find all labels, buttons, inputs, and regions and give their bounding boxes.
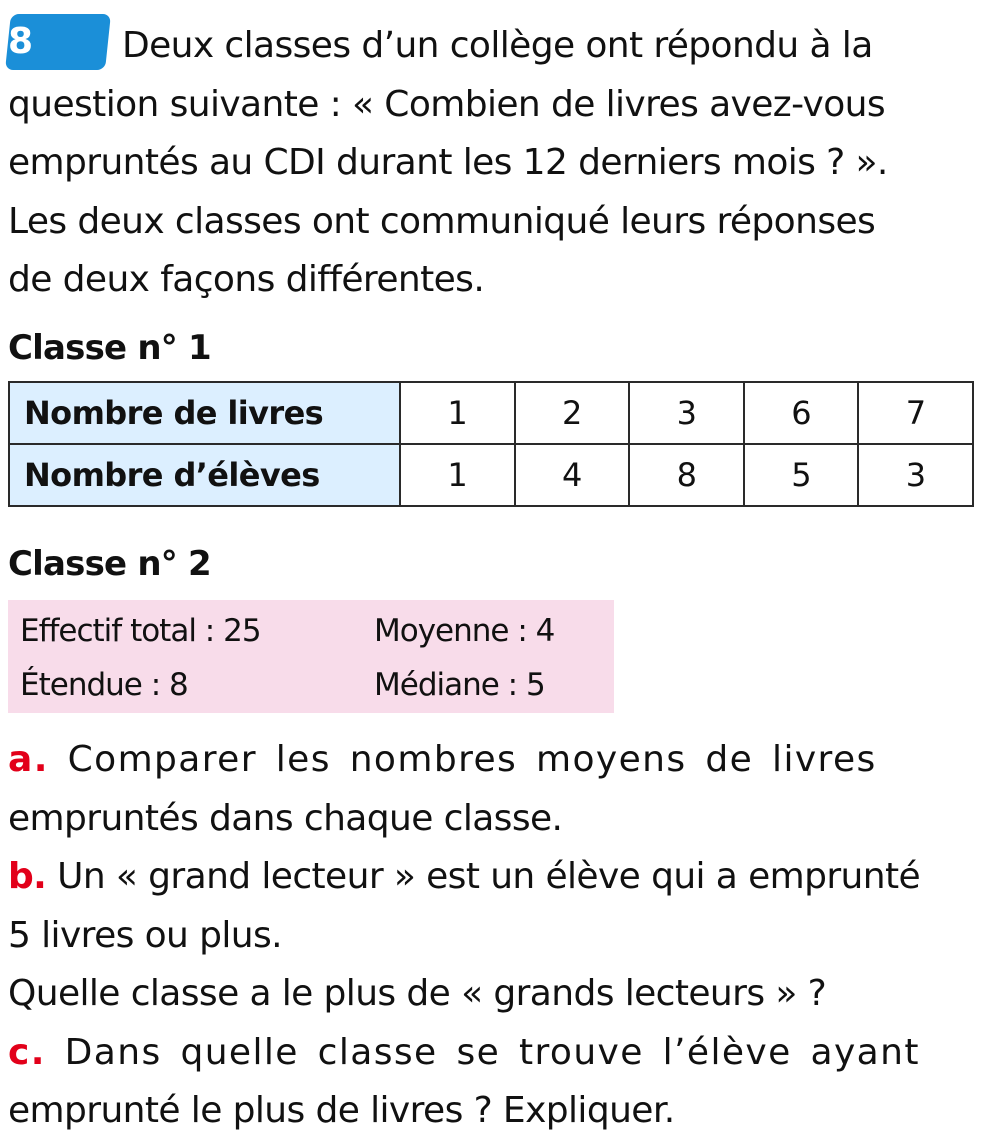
intro-line-2: question suivante : « Combien de livres avez-vous: [8, 83, 886, 125]
stat-etendue: Étendue : 8: [20, 667, 188, 703]
table-cell: 3: [629, 382, 744, 444]
intro-line-5: de deux façons différentes.: [8, 259, 485, 300]
classe2-heading: Classe n° 2: [8, 544, 211, 584]
stat-mediane: Médiane : 5: [374, 667, 545, 703]
table-row: [9, 382, 973, 444]
table-cell: 5: [744, 444, 859, 506]
question-c-letter: c.: [8, 1031, 46, 1073]
question-a-line-2: empruntés dans chaque classe.: [8, 797, 563, 839]
row-header-eleves: Nombre d’élèves: [9, 444, 400, 506]
table-cell: 7: [858, 382, 973, 444]
question-b-line-1: [8, 848, 974, 907]
classe1-heading: Classe n° 1: [8, 328, 211, 368]
table-row: [9, 444, 973, 506]
intro-line-1: [8, 14, 974, 76]
table-cell: 8: [629, 444, 744, 506]
intro-line-4: Les deux classes ont communiqué leurs réponses: [8, 200, 876, 242]
question-a-line-1: [8, 731, 974, 790]
question-a-text: Comparer les nombres moyens de livres: [67, 739, 877, 780]
question-b-line-2: 5 livres ou plus.: [8, 914, 282, 956]
question-c-line-1: [8, 1024, 974, 1083]
exercise-intro: [8, 14, 974, 310]
question-b-line-3: Quelle classe a le plus de « grands lecteurs » ?: [8, 973, 827, 1014]
exercise-number-badge: [5, 14, 111, 70]
question-a-letter: a.: [8, 739, 49, 780]
stat-moyenne: Moyenne : 4: [374, 613, 555, 649]
question-b-text: Un « grand lecteur » est un élève qui a emprunté: [57, 856, 921, 897]
classe1-table: [8, 381, 974, 507]
stat-effectif: Effectif total : 25: [20, 613, 261, 649]
table-cell: 1: [400, 444, 515, 506]
table-cell: 6: [744, 382, 859, 444]
question-c-text: Dans quelle classe se trouve l’élève ayant: [64, 1031, 920, 1073]
table-cell: 1: [400, 382, 515, 444]
table-cell: 3: [858, 444, 973, 506]
intro-text: Deux classes d’un collège ont répondu à la: [122, 25, 873, 66]
intro-line-3: empruntés au CDI durant les 12 derniers mois ? ».: [8, 142, 888, 183]
table-cell: 4: [515, 444, 630, 506]
classe2-stats-box: [8, 600, 614, 713]
question-b-letter: b.: [8, 856, 47, 897]
table-cell: 2: [515, 382, 630, 444]
questions: [8, 731, 974, 1141]
question-c-line-2: emprunté le plus de livres ? Expliquer.: [8, 1090, 675, 1131]
exercise-number: 8: [8, 21, 33, 62]
row-header-livres: Nombre de livres: [9, 382, 400, 444]
